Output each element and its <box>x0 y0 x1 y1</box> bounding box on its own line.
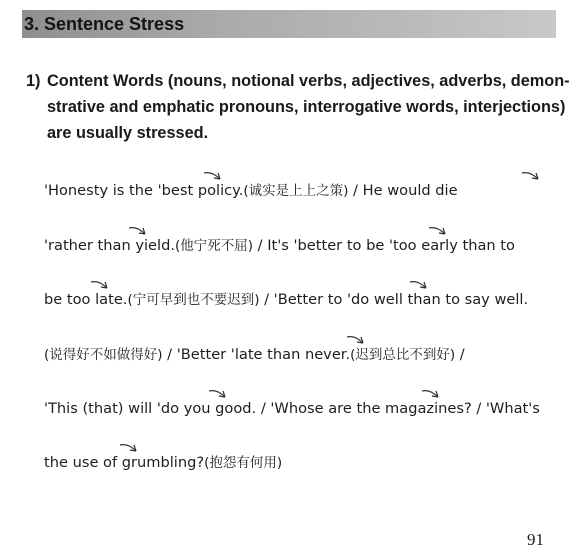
page-number: 91 <box>527 530 544 549</box>
rule-line: Content Words (nouns, notional verbs, adjectives, adverbs, demon- <box>47 72 570 90</box>
example-line <box>44 181 458 201</box>
example-line <box>44 345 465 365</box>
rule-number: 1) <box>26 72 41 90</box>
example-sentence: 'Honesty is the 'best policy. <box>44 182 244 199</box>
rule-content-words <box>26 68 570 150</box>
falling-intonation-arrow-icon <box>90 280 110 290</box>
example-line <box>44 453 282 473</box>
example-sentence: 'rather than yield. <box>44 237 175 254</box>
example-sentence: be too late. <box>44 291 128 308</box>
chinese-translation: (说得好不如做得好) <box>44 347 163 363</box>
falling-intonation-arrow-icon <box>128 226 148 236</box>
chinese-translation: (诚实是上上之策) <box>243 183 349 199</box>
section-title: 3. Sentence Stress <box>24 14 185 34</box>
example-sentence: / It's 'better to be 'too early than to <box>253 237 515 254</box>
example-sentence: / 'Better to 'do well than to say well. <box>259 291 529 308</box>
example-sentence: the use of grumbling? <box>44 454 205 471</box>
rule-line: strative and emphatic pronouns, interrogative words, interjections) <box>47 98 566 116</box>
example-line <box>44 236 515 256</box>
chinese-translation: (抱怨有何用) <box>204 455 283 471</box>
example-line <box>44 290 528 310</box>
falling-intonation-arrow-icon <box>428 226 448 236</box>
falling-intonation-arrow-icon <box>421 389 441 399</box>
falling-intonation-arrow-icon <box>119 443 139 453</box>
falling-intonation-arrow-icon <box>208 389 228 399</box>
example-sentence: / He would die <box>348 182 458 199</box>
falling-intonation-arrow-icon <box>346 335 366 345</box>
chinese-translation: (迟到总比不到好) <box>350 347 456 363</box>
section-banner <box>22 10 556 38</box>
falling-intonation-arrow-icon <box>521 171 541 181</box>
example-sentence: 'This (that) will 'do you good. / 'Whose are the magazines? / 'What's <box>44 400 540 417</box>
example-line <box>44 399 540 419</box>
rule-line: are usually stressed. <box>47 124 209 142</box>
chinese-translation: (宁可早到也不要迟到) <box>127 292 260 308</box>
falling-intonation-arrow-icon <box>409 280 429 290</box>
chinese-translation: (他宁死不屈) <box>174 238 254 254</box>
example-sentence: / 'Better 'late than never. <box>162 346 351 363</box>
falling-intonation-arrow-icon <box>203 171 223 181</box>
example-sentence: / <box>455 346 465 363</box>
